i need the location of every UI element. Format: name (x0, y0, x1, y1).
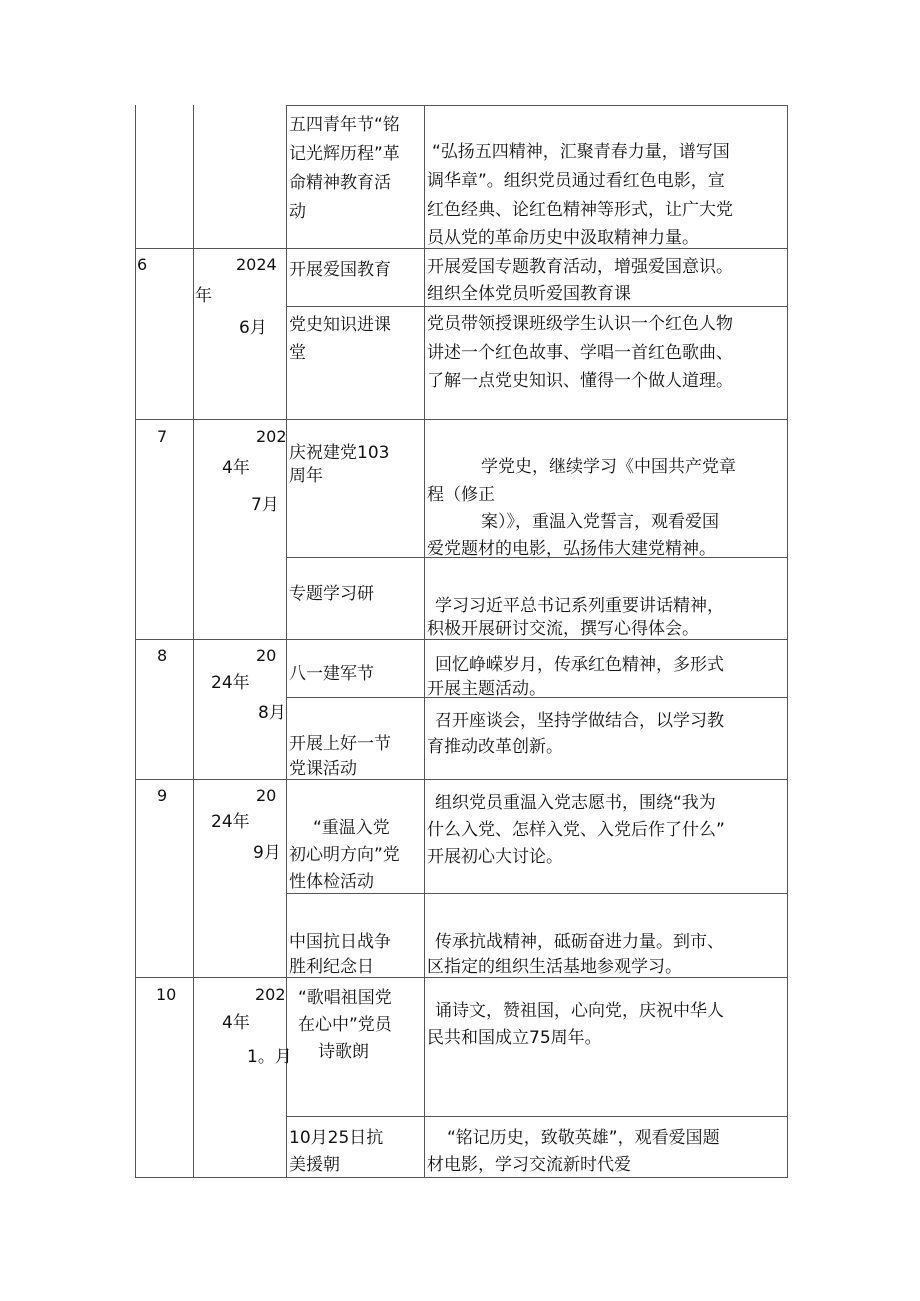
activity-content-line: 材电影，学习交流新时代爱 (427, 1155, 631, 1175)
table-border-top (286, 105, 788, 106)
activity-title-line: 开展爱国教育 (289, 260, 391, 280)
activity-title-line: “重温入党 (313, 818, 390, 838)
activity-title-line: “歌唱祖国党 (298, 988, 392, 1008)
activity-title-line: 记光辉历程”革 (289, 144, 400, 164)
activity-content-line: 党员带领授课班级学生认识一个红色人物 (427, 314, 733, 334)
activity-content-line: “铭记历史，致敬英雄”，观看爱国题 (447, 1128, 720, 1148)
date-year-suffix: 24年 (211, 673, 250, 693)
activity-content-line: 什么入党、怎样入党、入党后作了什么” (427, 820, 725, 840)
activity-content-line: 程（修正 (427, 485, 495, 505)
activity-title-line: 专题学习研 (289, 584, 374, 604)
row-divider (135, 419, 788, 420)
activity-content-line: 区指定的组织生活基地参观学习。 (427, 957, 682, 977)
activity-title-line: 五四青年节“铭 (289, 115, 400, 135)
date-year: 202 (255, 985, 286, 1004)
date-month: 6月 (239, 318, 267, 338)
column-divider-content (424, 105, 425, 1178)
activity-title-line: 党课活动 (289, 759, 357, 779)
activity-content-line: 开展爱国专题教育活动，增强爱国意识。 (427, 257, 733, 277)
activity-title-line: 10月25日抗 (289, 1128, 384, 1148)
row-number: 8 (157, 646, 168, 665)
activity-content-line: 诵诗文，赞祖国，心向党，庆祝中华人 (435, 1001, 724, 1021)
activity-title-line: 美援朝 (289, 1155, 340, 1175)
date-year-suffix: 4年 (222, 458, 250, 478)
activity-content-line: 积极开展研讨交流，撰写心得体会。 (427, 619, 699, 639)
date-year-suffix: 年 (195, 286, 212, 306)
activity-content-line: 回忆峥嵘岁月，传承红色精神，多形式 (435, 655, 724, 675)
date-month: 1。月 (247, 1047, 292, 1067)
sub-row-divider (286, 1116, 788, 1117)
row-divider (135, 779, 788, 780)
activity-content-line: 学党史，继续学习《中国共产党章 (481, 457, 736, 477)
date-year-suffix: 4年 (222, 1013, 250, 1033)
date-month: 7月 (251, 495, 279, 515)
row-number: 6 (137, 255, 148, 274)
activity-content-line: 红色经典、论红色精神等形式，让广大党 (427, 200, 733, 220)
column-divider-date (193, 105, 194, 1178)
column-divider-activity (286, 105, 287, 1178)
activity-title-line: 命精神教育活 (289, 173, 391, 193)
row-number: 7 (157, 427, 168, 446)
date-year: 20 (256, 646, 277, 665)
activity-content-line: 育推动改革创新。 (427, 737, 563, 757)
table-border-right (787, 105, 788, 1178)
activity-title-line: 开展上好一节 (289, 734, 391, 754)
row-number: 9 (157, 786, 168, 805)
activity-title-line: 胜利纪念日 (289, 957, 374, 977)
date-month: 8月 (258, 703, 286, 723)
activity-title-line: 八一建军节 (289, 664, 374, 684)
table-border-left (135, 105, 136, 1178)
activity-content-line: 学习习近平总书记系列重要讲话精神， (435, 596, 724, 616)
activity-content-line: 案）》，重温入党誓言，观看爱国 (481, 512, 719, 532)
date-year-suffix: 24年 (211, 812, 250, 832)
activity-content-line: “弘扬五四精神，汇聚青春力量，谱写国 (432, 142, 730, 162)
activity-title-line: 庆祝建党103 (289, 443, 390, 463)
activity-content-line: 组织党员重温入党志愿书，围绕“我为 (435, 793, 716, 813)
date-year: 2024 (236, 255, 277, 274)
activity-content-line: 开展初心大讨论。 (427, 847, 563, 867)
activity-title-line: 在心中”党员 (298, 1015, 392, 1035)
activity-title-line: 周年 (289, 466, 323, 486)
activity-title-line: 动 (289, 202, 306, 222)
activity-content-line: 开展主题活动。 (427, 679, 546, 699)
activity-content-line: 民共和国成立75周年。 (427, 1028, 602, 1048)
date-year: 202 (256, 427, 287, 446)
date-month: 9月 (253, 843, 281, 863)
activity-title-line: 性体检活动 (289, 872, 374, 892)
activity-title-line: 诗歌朗 (318, 1042, 369, 1062)
activity-content-line: 讲述一个红色故事、学唱一首红色歌曲、 (427, 343, 733, 363)
activity-content-line: 员从党的革命历史中汲取精神力量。 (427, 228, 699, 248)
activity-content-line: 传承抗战精神，砥砺奋进力量。到市、 (435, 932, 724, 952)
activity-title-line: 初心明方向”党 (289, 845, 400, 865)
row-number: 10 (156, 985, 177, 1004)
activity-content-line: 调华章”。组织党员通过看红色电影，宣 (427, 171, 725, 191)
activity-title-line: 堂 (289, 343, 306, 363)
activity-content-line: 爱党题材的电影，弘扬伟大建党精神。 (427, 539, 716, 559)
date-year: 20 (256, 786, 277, 805)
activity-content-line: 组织全体党员听爱国教育课 (427, 284, 631, 304)
activity-content-line: 了解一点党史知识、懂得一个做人道理。 (427, 371, 733, 391)
activity-title-line: 党史知识进课 (289, 315, 391, 335)
activity-title-line: 中国抗日战争 (289, 932, 391, 952)
activity-content-line: 召开座谈会，坚持学做结合，以学习教 (435, 711, 724, 731)
